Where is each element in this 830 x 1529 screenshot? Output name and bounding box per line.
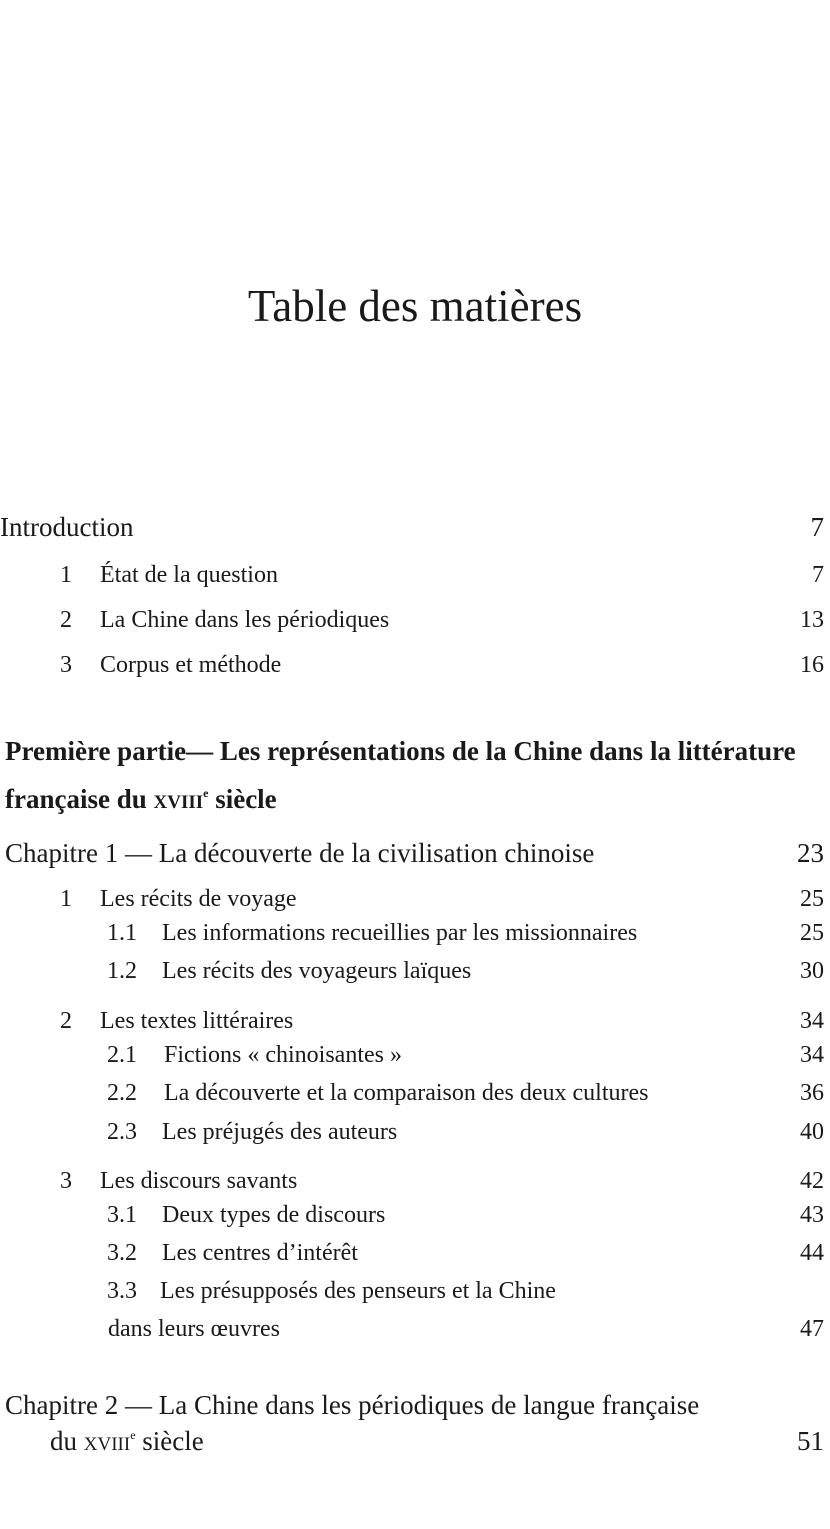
toc-subsection[interactable]: [0, 1278, 824, 1305]
subsection-label: Les centres d’intérêt: [162, 1240, 358, 1266]
section-label: Les textes littéraires: [100, 1008, 294, 1034]
toc-page-number: 13: [800, 607, 824, 633]
subsection-number: 2.1: [107, 1042, 137, 1068]
toc-subsection[interactable]: [0, 1042, 824, 1069]
chapter-label: Chapitre 1 — La découverte de la civilisation chinoise: [5, 838, 595, 868]
section-number: 3: [60, 1168, 72, 1194]
toc-entry-label: Introduction: [0, 512, 134, 542]
toc-page-number: 47: [800, 1316, 824, 1342]
toc-section[interactable]: [0, 1168, 824, 1195]
subsection-number: 3.3: [107, 1278, 137, 1304]
section-label: Les discours savants: [100, 1168, 298, 1194]
toc-page-number: 42: [800, 1168, 824, 1194]
subsection-label: La découverte et la comparaison des deux cultures: [164, 1080, 649, 1106]
section-number: 1: [60, 886, 72, 912]
subsection-label: Les préjugés des auteurs: [162, 1119, 398, 1145]
century-numeral: xviii: [153, 784, 204, 814]
section-label: État de la question: [100, 562, 278, 588]
toc-page-number: 40: [800, 1119, 824, 1145]
toc-page-number: 43: [800, 1202, 824, 1228]
toc-page-number: 25: [800, 886, 824, 912]
toc-page-number: 36: [800, 1080, 824, 1106]
toc-chapter[interactable]: [0, 1390, 824, 1421]
century-numeral: xviii: [83, 1426, 131, 1456]
subsection-number: 2.2: [107, 1080, 137, 1106]
toc-section[interactable]: [0, 652, 824, 679]
toc-subsection[interactable]: [0, 1080, 824, 1107]
subsection-number: 3.1: [107, 1202, 137, 1228]
subsection-label: Les présupposés des penseurs et la Chine: [160, 1278, 556, 1304]
subsection-number: 3.2: [107, 1240, 137, 1266]
toc-page-number: 7: [812, 562, 824, 588]
subsection-number: 1.1: [107, 920, 137, 946]
toc-page-number: 30: [800, 958, 824, 984]
subsection-label: Les récits des voyageurs laïques: [162, 958, 472, 984]
section-number: 2: [60, 607, 72, 633]
toc-chapter[interactable]: [0, 838, 824, 869]
subsection-label: Deux types de discours: [162, 1202, 386, 1228]
subsection-label: Les informations recueillies par les missionnaires: [162, 920, 638, 946]
section-label: La Chine dans les périodiques: [100, 607, 390, 633]
toc-page-number: 34: [800, 1042, 824, 1068]
toc-page-number: 51: [797, 1426, 824, 1456]
toc-page-number: 34: [800, 1008, 824, 1034]
page-title: Table des matières: [247, 281, 583, 331]
toc-page-number: 16: [800, 652, 824, 678]
section-number: 2: [60, 1008, 72, 1034]
chapter-label: Chapitre 2 — La Chine dans les périodiques de langue française: [5, 1390, 700, 1420]
subsection-label-continuation: dans leurs œuvres: [108, 1316, 280, 1342]
toc-page-number: 25: [800, 920, 824, 946]
subsection-number: 2.3: [107, 1119, 137, 1145]
toc-section[interactable]: [0, 1008, 824, 1035]
toc-subsection-continuation[interactable]: [0, 1316, 824, 1343]
subsection-number: 1.2: [107, 958, 137, 984]
part-heading[interactable]: Première partie— Les représentations de la Chine dans la littérature française du xviii$^e$ siècle: [5, 736, 796, 814]
toc-subsection[interactable]: [0, 920, 824, 947]
section-number: 3: [60, 652, 72, 678]
toc-section[interactable]: [0, 607, 824, 634]
section-number: 1: [60, 562, 72, 588]
toc-entry-introduction[interactable]: [0, 512, 824, 543]
toc-chapter-continuation[interactable]: du xviii$^e$ siècle 51: [50, 1426, 824, 1456]
toc-section[interactable]: [0, 886, 824, 913]
toc-section[interactable]: [0, 562, 824, 589]
toc-subsection[interactable]: [0, 1202, 824, 1229]
section-label: Les récits de voyage: [100, 886, 297, 912]
toc-subsection[interactable]: [0, 958, 824, 985]
toc-page-number: 23: [797, 838, 824, 868]
subsection-label: Fictions « chinoisantes »: [164, 1042, 402, 1068]
toc-subsection[interactable]: [0, 1119, 824, 1146]
section-label: Corpus et méthode: [100, 652, 282, 678]
toc-page-number: 44: [800, 1240, 824, 1266]
toc-subsection[interactable]: [0, 1240, 824, 1267]
toc-page-number: 7: [810, 512, 824, 542]
